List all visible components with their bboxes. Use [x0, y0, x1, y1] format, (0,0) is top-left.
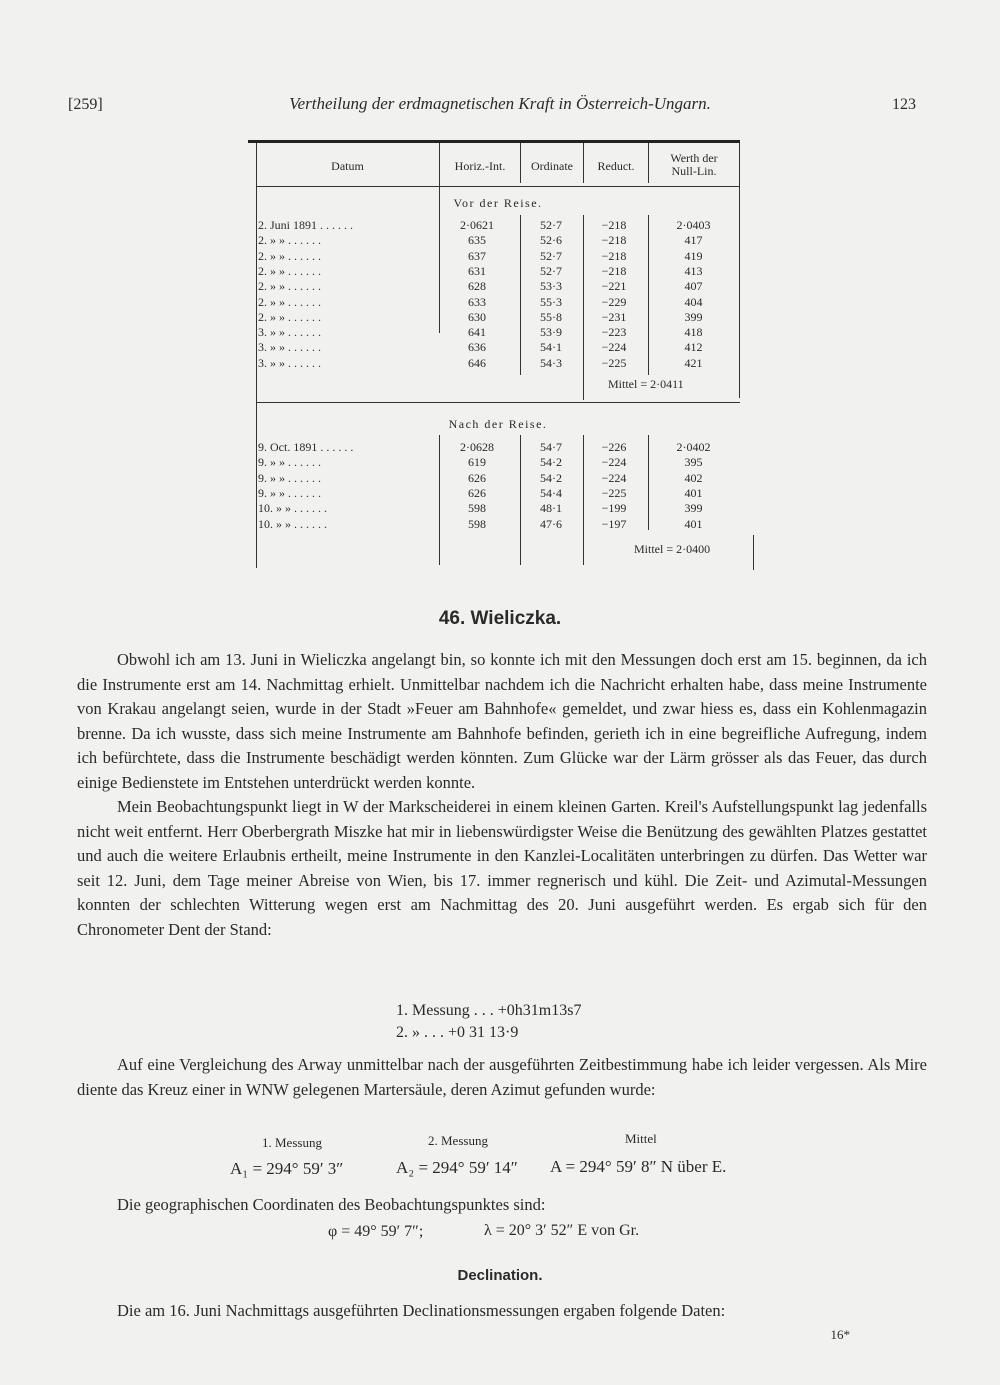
cell-ordinate: 52·7 [540, 248, 562, 263]
cell-datum: 3. » » . . . . . . [258, 340, 321, 355]
cell-werth: 401 [684, 516, 703, 531]
cell-datum: 2. » » . . . . . . [258, 233, 321, 248]
cell-reduct: −225 [601, 485, 627, 500]
table-row [256, 279, 740, 294]
cell-ordinate: 55·3 [540, 294, 562, 309]
page-number: 123 [892, 96, 916, 113]
cell-werth: 399 [684, 501, 703, 516]
cell-reduct: −224 [601, 340, 627, 355]
cell-horiz-int: 637 [468, 248, 486, 263]
paragraph-3-block [77, 1053, 927, 1102]
cell-datum: 2. » » . . . . . . [258, 309, 321, 324]
cell-reduct: −218 [601, 218, 627, 232]
cell-datum: 10. » » . . . . . . [258, 501, 327, 516]
paragraph-1: Obwohl ich am 13. Juni in Wieliczka angelangt bin, so konnte ich mit den Messungen doch erst am 15. beginnen, da ich die Instrumente erst am 14. Nachmittag erhielt. Unmittelbar nachdem ich die Nachricht erhalten habe, dass meine Instrumente von Krakau angelangt seien, wurde in der Stadt »Feuer am Bahnhofe« gemeldet, und zwar hiess es, dass ein Kohlenmagazin brenne. Da ich wusste, dass sich meine Instrumente am Bahnhofe befinden, gerieth ich in eine begreifliche Aufregung, indem ich befürchtete, dass die Instrumente beschädigt werden könnten. Zum Glücke war der Lärm grösser als das Feuer, das durch einige Bedienstete im Entstehen unterdrückt werden konnte. [77, 650, 927, 792]
table-row [256, 249, 740, 264]
body-text [77, 648, 927, 942]
cell-werth: 399 [684, 309, 703, 324]
cell-reduct: −224 [601, 455, 627, 470]
page-bracket-number: [259] [68, 96, 103, 113]
section-before: Vor der Reise. [453, 196, 543, 210]
cell-datum: 9. » » . . . . . . [258, 485, 321, 500]
cell-werth: 421 [684, 355, 703, 370]
cell-reduct: −224 [601, 470, 627, 485]
cell-werth: 401 [684, 485, 703, 500]
cell-datum: 3. » » . . . . . . [258, 325, 321, 340]
cell-datum: 2. » » . . . . . . [258, 279, 321, 294]
cell-datum: 10. » » . . . . . . [258, 516, 327, 531]
cell-datum: 9. » » . . . . . . [258, 455, 321, 470]
cell-ordinate: 52·7 [540, 263, 562, 278]
coord-phi: φ = 49° 59′ 7″; [328, 1223, 424, 1240]
cell-horiz-int: 626 [468, 470, 486, 485]
cell-horiz-int: 2·0628 [460, 440, 494, 454]
cell-ordinate: 54·2 [540, 455, 562, 470]
table-row [256, 501, 740, 516]
cell-ordinate: 54·1 [540, 340, 562, 355]
cell-reduct: −225 [601, 355, 627, 370]
table-row [256, 517, 740, 532]
cell-horiz-int: 631 [468, 263, 486, 278]
cell-reduct: −223 [601, 325, 627, 340]
cell-werth: 2·0403 [676, 218, 711, 232]
cell-horiz-int: 630 [468, 309, 486, 324]
cell-horiz-int: 633 [468, 294, 486, 309]
cell-horiz-int: 628 [468, 279, 486, 294]
paragraph-2: Mein Beobachtungspunkt liegt in W der Markscheiderei in einem kleinen Garten. Kreil's Aufstellungspunkt lag jedenfalls nicht weit entfernt. Herr Oberbergrath Miszke hat mir in liebenswürdigster Weise die Benützung des gewählten Platzes gestattet und auch die weitere Erlaubnis ertheilt, meine Instrumente in den Kanzlei-Localitäten unterbringen zu dürfen. Das Wetter war seit 12. Juni, dem Tage meiner Abreise von Wien, bis 17. immer regnerisch und kühl. Die Zeit- und Azimutal-Messungen konnten der schlechten Witterung wegen erst am Nachmittag des 20. Juni ausgeführt werden. Es ergab sich für den Chronometer Dent der Stand: [77, 797, 927, 939]
declination-heading: Declination. [457, 1267, 543, 1284]
cell-datum: 2. » » . . . . . . [258, 263, 321, 278]
cell-horiz-int: 646 [468, 355, 486, 370]
cell-werth: 407 [684, 279, 703, 294]
cell-horiz-int: 598 [468, 501, 486, 516]
col-ordinate: Ordinate [531, 159, 573, 173]
table-row [256, 455, 740, 470]
cell-datum: 9. Oct. 1891 . . . . . . [258, 440, 354, 454]
cell-werth: 402 [684, 470, 703, 485]
cell-werth: 2·0402 [676, 440, 711, 454]
cell-datum: 3. » » . . . . . . [258, 355, 321, 370]
cell-ordinate: 48·1 [540, 501, 562, 516]
paragraph-3: Auf eine Vergleichung des Arway unmittelbar nach der ausgeführten Zeitbestimmung habe ich leider vergessen. Als Mire diente das Kreuz einer in WNW gelegenen Martersäule, deren Azimut gefunden wurde: [77, 1055, 927, 1099]
cell-reduct: −197 [601, 516, 627, 531]
signature-mark: 16* [830, 1327, 850, 1342]
cell-reduct: −231 [601, 309, 627, 324]
cell-werth: 404 [684, 294, 703, 309]
cell-datum: 2. » » . . . . . . [258, 248, 321, 263]
cell-reduct: −229 [601, 294, 627, 309]
cell-werth: 419 [684, 248, 703, 263]
mittel-after: Mittel = 2·0400 [634, 542, 711, 556]
paragraph-4-block [77, 1193, 927, 1218]
paragraph-4: Die geographischen Coordinaten des Beobachtungspunktes sind: [117, 1195, 546, 1214]
paragraph-5-block [77, 1299, 927, 1324]
messung-1: 1. Messung . . . +0h31m13s7 [396, 1002, 582, 1019]
running-title: Vertheilung der erdmagnetischen Kraft in Österreich-Ungarn. [289, 94, 711, 113]
cell-reduct: −226 [601, 440, 627, 454]
table-section-rule [256, 402, 740, 403]
cell-werth: 417 [684, 233, 703, 248]
az-label-1: 1. Messung [262, 1135, 322, 1150]
cell-horiz-int: 641 [468, 325, 486, 340]
table-row [256, 325, 740, 340]
cell-ordinate: 54·2 [540, 470, 562, 485]
table-header-rule [256, 186, 740, 187]
cell-ordinate: 54·3 [540, 355, 562, 370]
az-label-2: 2. Messung [428, 1133, 488, 1148]
table-row [256, 471, 740, 486]
section-title: 46. Wieliczka. [438, 608, 562, 629]
cell-ordinate: 54·4 [540, 485, 562, 500]
mittel-before: Mittel = 2·0411 [608, 377, 684, 391]
az-value-3: A = 294° 59′ 8″ N über E. [550, 1157, 727, 1176]
messung-2: 2. » . . . +0 31 13·9 [396, 1024, 519, 1041]
az-value-1: A₁ = 294° 59′ 3″ [230, 1159, 344, 1178]
table-vline [753, 535, 754, 570]
cell-werth: 395 [684, 455, 703, 470]
section-after: Nach der Reise. [448, 417, 548, 431]
cell-werth: 412 [684, 340, 703, 355]
cell-werth: 418 [684, 325, 703, 340]
cell-datum: 2. Juni 1891 . . . . . . [258, 218, 354, 232]
cell-werth: 413 [684, 263, 703, 278]
table-top-rule [248, 140, 740, 143]
col-werth [649, 152, 739, 178]
cell-ordinate: 52·6 [540, 233, 562, 248]
coord-lambda: λ = 20° 3′ 52″ E von Gr. [484, 1222, 640, 1239]
table-row [256, 218, 740, 233]
cell-ordinate: 55·8 [540, 309, 562, 324]
table-row [256, 486, 740, 501]
measurement-table [256, 140, 740, 570]
table-row [256, 295, 740, 310]
col-reduct: Reduct. [597, 159, 635, 173]
cell-reduct: −218 [601, 263, 627, 278]
cell-reduct: −199 [601, 501, 627, 516]
cell-horiz-int: 626 [468, 485, 486, 500]
col-horiz-int: Horiz.-Int. [454, 159, 506, 173]
col-werth-line1: Werth der [670, 151, 718, 165]
cell-ordinate: 53·3 [540, 279, 562, 294]
cell-reduct: −218 [601, 248, 627, 263]
cell-ordinate: 47·6 [540, 516, 562, 531]
table-row [256, 264, 740, 279]
cell-datum: 9. » » . . . . . . [258, 470, 321, 485]
cell-ordinate: 52·7 [540, 218, 562, 232]
paragraph-5: Die am 16. Juni Nachmittags ausgeführten Declinationsmessungen ergaben folgende Daten: [117, 1301, 726, 1320]
cell-reduct: −221 [601, 279, 627, 294]
table-row [256, 440, 740, 455]
table-row [256, 356, 740, 371]
cell-datum: 2. » » . . . . . . [258, 294, 321, 309]
cell-horiz-int: 598 [468, 516, 486, 531]
table-row [256, 233, 740, 248]
cell-horiz-int: 635 [468, 233, 486, 248]
col-datum: Datum [331, 159, 364, 173]
cell-horiz-int: 2·0621 [460, 218, 494, 232]
cell-horiz-int: 619 [468, 455, 486, 470]
table-row [256, 310, 740, 325]
cell-reduct: −218 [601, 233, 627, 248]
cell-ordinate: 54·7 [540, 440, 562, 454]
cell-horiz-int: 636 [468, 340, 486, 355]
az-label-3: Mittel [625, 1131, 657, 1146]
table-row [256, 340, 740, 355]
az-value-2: A₂ = 294° 59′ 14″ [396, 1158, 518, 1177]
col-werth-line2: Null-Lin. [671, 164, 717, 178]
cell-ordinate: 53·9 [540, 325, 562, 340]
